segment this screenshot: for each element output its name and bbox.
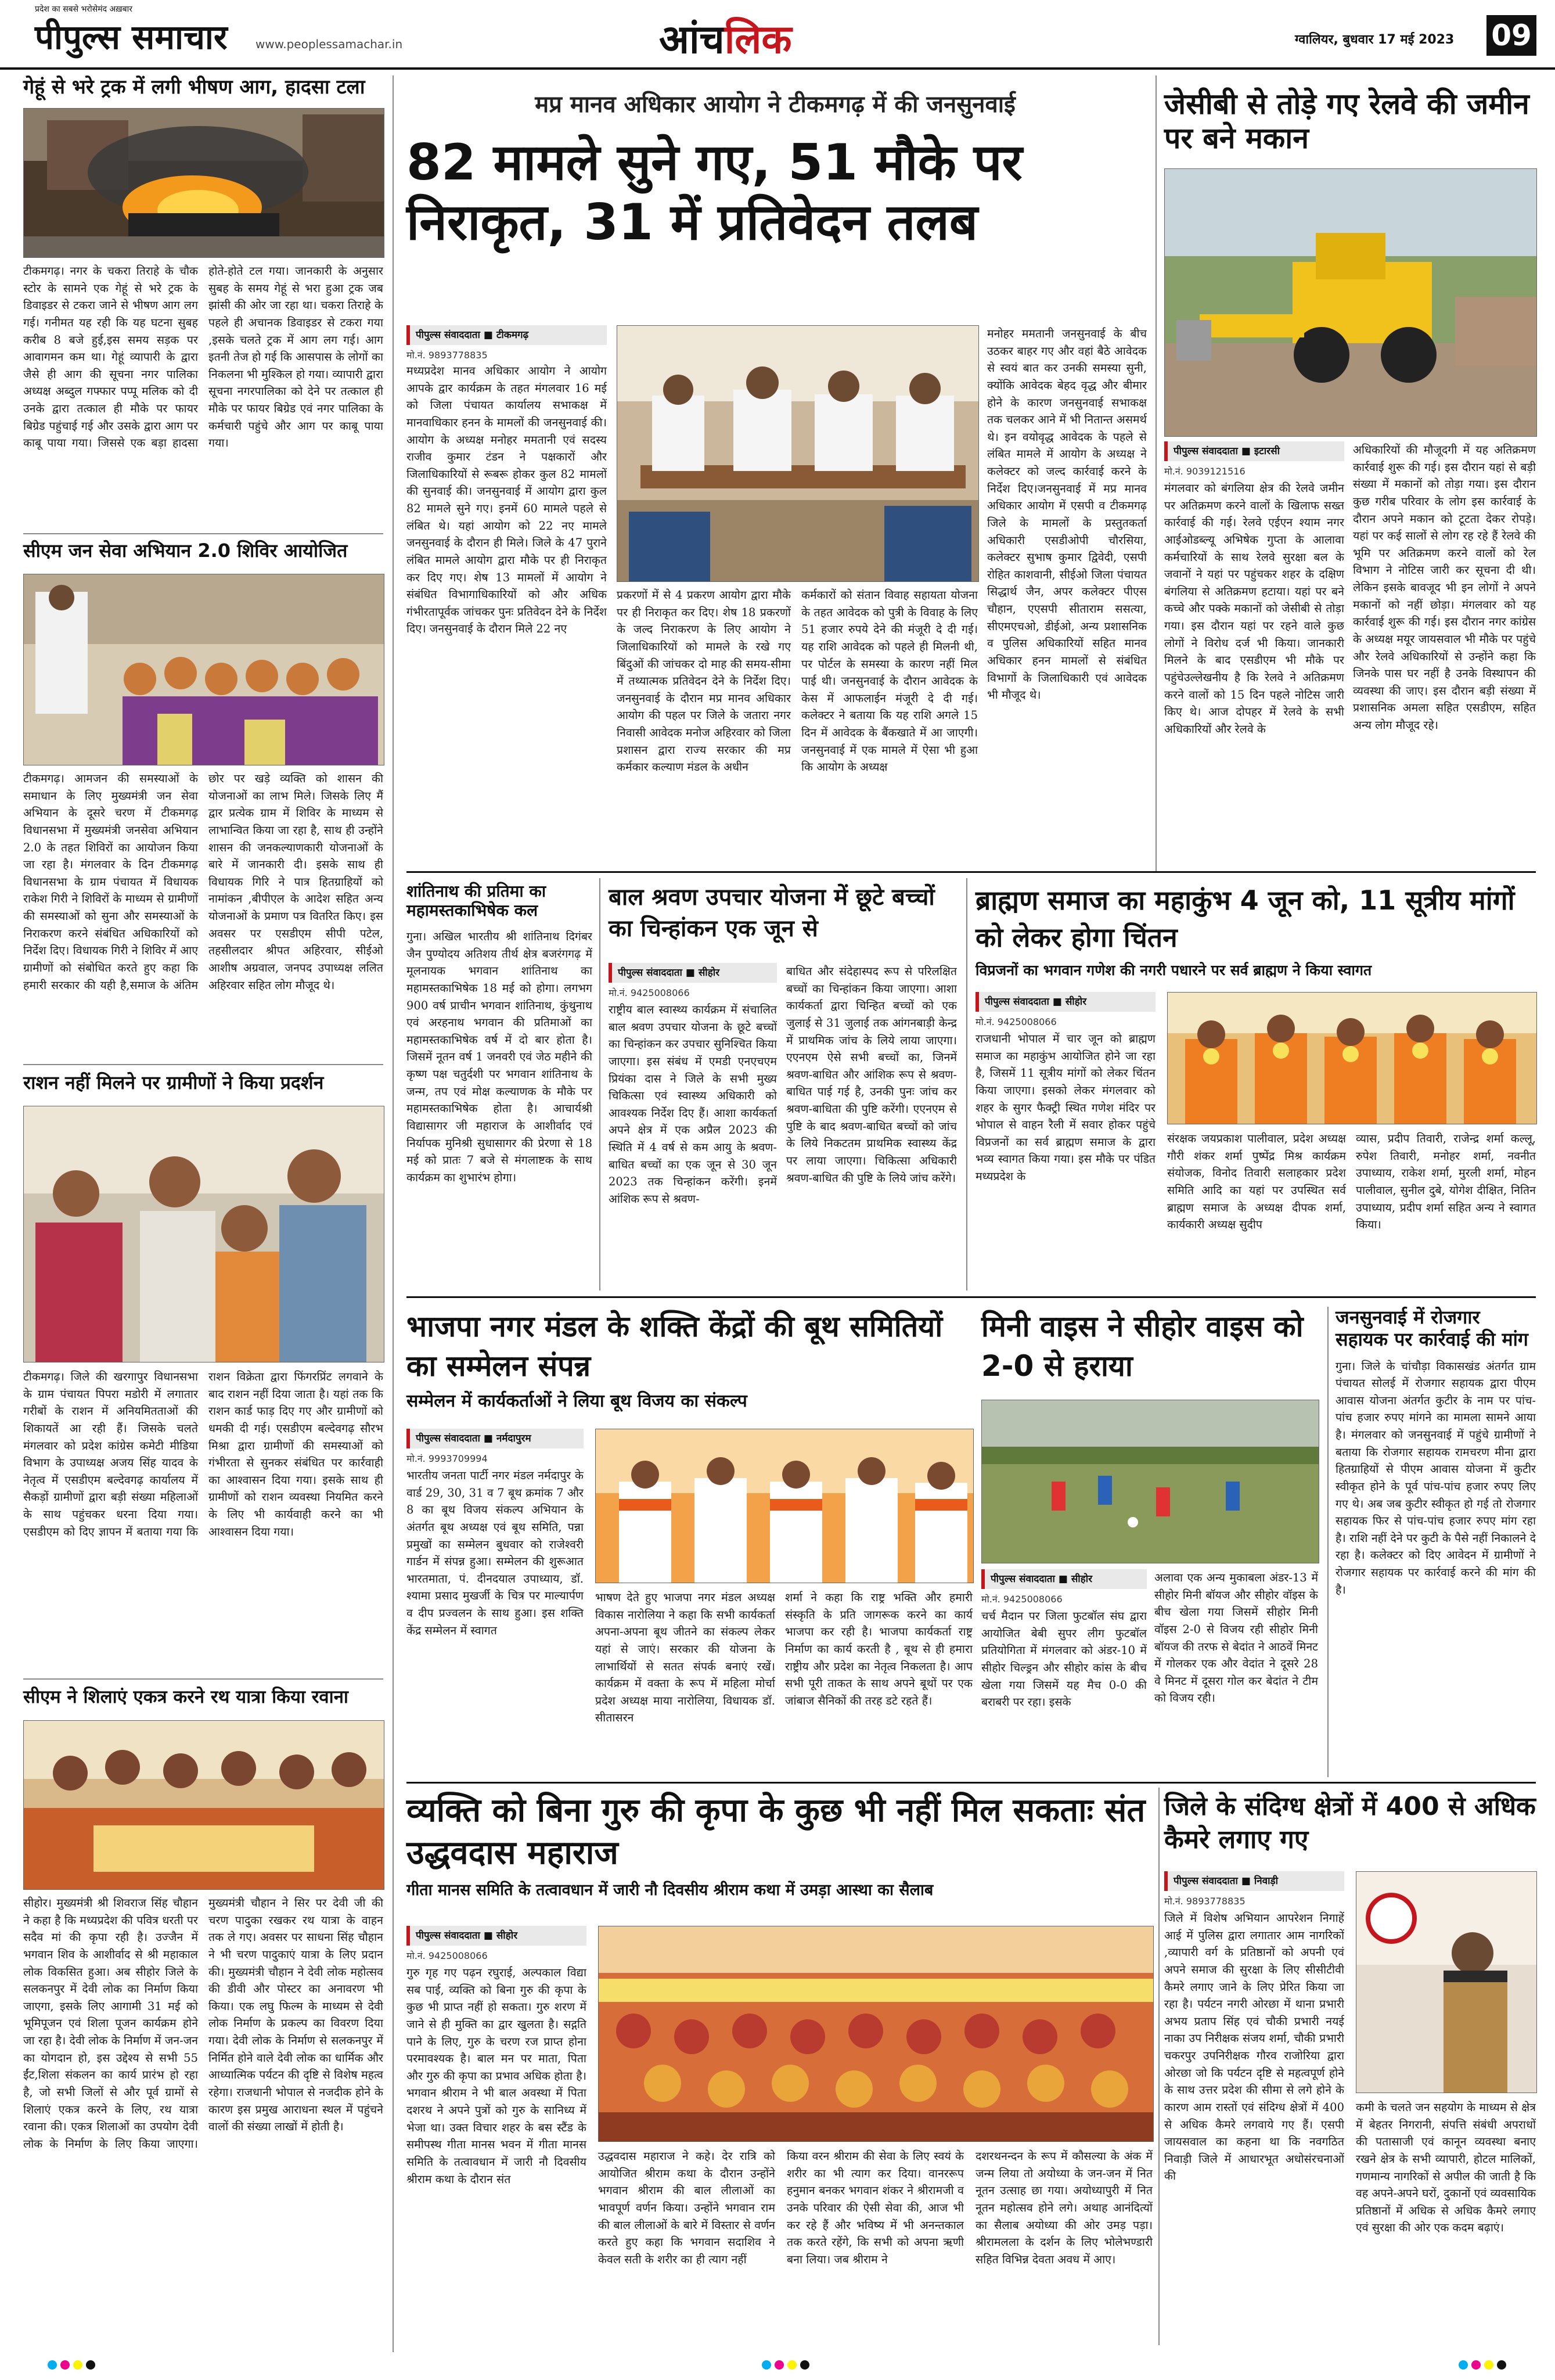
cm-janseva-headline: सीएम जन सेवा अभियान 2.0 शिविर आयोजित bbox=[23, 540, 348, 562]
shila-body: सीहोर। मुख्यमंत्री श्री शिवराज सिंह चौहान ने कहा है कि मध्यप्रदेश की पवित्र धरती पर सदैव मां की कृपा रही है। उज्जैन में भगवान शिव के आशीर्वाद से श्री महाकाल लोक विकसित हुआ। अब सीहोर जिले के सलकनपुर में देवी लोक का निर्माण किया जाएगा, इसके लिए आगामी 31 मई को भूमिपूजन एवं शिला पूजन कार्यक्रम होने जा रहा है। देवी लोक के निर्माण में जन-जन का योगदान हो, इस उद्देश्य से सभी 55 ईंट,शिला संकलन का कार्य प्रारंभ हो रहा है, जो सभी जिलों से और पूर्व ग्रामों से शिलाएं एकत्र करने के लिए, रथ यात्रा रवाना की। एकत्र शिलाओं का उपयोग देवी लोक के निर्माण के लिए किया जाएगा। मुख्यमंत्री चौहान ने सिर पर देवी जी की चरण पादुका रखकर रथ यात्रा के वाहन तक ले गए। अवसर पर साधना सिंह चौहान ने भी चरण पादुकाएं यात्रा के लिए प्रदान की। मुख्यमंत्री चौहान ने देवी लोक महोत्सव की डीवी और पोस्टर का अनावरण भी किया। एक लघु फिल्म के माध्यम से देवी लोक निर्माण के प्रकल्प का विवरण दिया गया। देवी लोक के निर्माण से सलकनपुर में निर्मित होने वाले देवी लोक का धार्मिक और आध्यात्मिक पर्यटन की दृष्टि से विशेष महत्व रहेगा। राजधानी भोपाल से नजदीक होने के कारण इस प्रमुख आराधना स्थल में पहुंचने वालों की संख्या लाखों में होती है। bbox=[23, 1896, 383, 2151]
sant-body-col1: गुरु गृह गए पढ़न रघुराई, अल्पकाल विद्या सब पाई, व्यक्ति को बिना गुरु की कृपा के कुछ भी प्राप्त नहीं हो सकता। गुरु शरण में जाने से ही मुक्ति का द्वार खुलता है। सद्गति पाने के लिए, गुरु के चरण रज प्राप्त होना परमावश्यक है। बाल मन पर माता, पिता और गुरु की कृपा का प्रभाव अधिक होता है। भगवान श्रीराम ने भी बाल अवस्था में पिता दशरथ ने अपने पुत्रों को गुरु के सानिध्य में भेजा था। उक्त विचार शहर के बस स्टैंड के समीपस्थ गीता मानस भवन में गीता मानस समिति के तत्वावधान में जारी नौ दिवसीय श्रीराम कथा के दौरान संत bbox=[406, 1966, 586, 2186]
bjp-byline-block bbox=[406, 1429, 584, 1465]
website-link[interactable]: www.peoplessamachar.in bbox=[255, 37, 403, 51]
sant-deck: गीता मानस समिति के तत्वावधान में जारी नौ दिवसीय श्रीराम कथा में उमड़ा आस्था का सैलाब bbox=[406, 1881, 934, 1899]
camera-byline: पीपुल्स संवाददाता ■ निवाड़ी bbox=[1164, 1871, 1344, 1891]
page-number: 09 bbox=[1486, 15, 1536, 56]
ration-story bbox=[23, 1072, 383, 1538]
bjp-byline: पीपुल्स संवाददाता ■ नर्मदापुरम bbox=[406, 1429, 584, 1448]
print-registration-footer bbox=[0, 2352, 1555, 2378]
camera-place: निवाड़ी bbox=[1254, 1875, 1279, 1887]
masthead bbox=[0, 0, 1555, 70]
sant-story bbox=[406, 1790, 1153, 2266]
section-title-part2: लिक bbox=[724, 17, 792, 63]
protest-crowd-image bbox=[24, 1106, 384, 1362]
brahmin-headline: ब्राह्मण समाज का महाकुंभ 4 जून को, 11 सूत्रीय मांगों को लेकर होगा चिंतन bbox=[976, 885, 1515, 954]
ration-photo bbox=[23, 1106, 384, 1362]
camera-byline-text: पीपुल्स संवाददाता bbox=[1174, 1875, 1238, 1887]
dateline: ग्वालियर, बुधवार 17 मई 2023 bbox=[1295, 33, 1455, 47]
mini-body-col1: चर्च मैदान पर जिला फुटबॉल संघ द्वारा आयोजित बेबी सुपर लीग फुटबॉल प्रतियोगिता में मंगलवार को अंडर-10 में सीहोर चिल्ड्रन और सीहोर कांस के बीच खेला गया जिसमें यह मैच 0-0 की बराबरी पर रहा। इसके bbox=[981, 1609, 1147, 1709]
katha-crowd-image bbox=[599, 1926, 1153, 2141]
brahmin-mobile: मो.नं. 9425008066 bbox=[976, 1016, 1057, 1027]
sant-photo bbox=[598, 1926, 1154, 2142]
jcb-demolition-image bbox=[1165, 169, 1536, 436]
nhrc-photo bbox=[617, 325, 979, 582]
sant-mobile: मो.नं. 9425008066 bbox=[406, 1950, 488, 1961]
mini-photo bbox=[981, 1400, 1319, 1563]
balshravan-mobile: मो.नं. 9425008066 bbox=[609, 987, 690, 998]
sant-body-col2: उद्धवदास महाराज ने कहे। देर रात्रि को आयोजित श्रीराम कथा के दौरान उन्होंने भगवान श्रीराम की बाल लीलाओं का भावपूर्ण वर्णन किया। उन्होंने भगवान राम की बाल लीलाओं के बारे में विस्तार से वर्णन करते हुए कहा कि भगवान सदाशिव ने केवल सती के शरीर का ही त्याग नहीं bbox=[598, 2149, 775, 2266]
fire-body: टीकमगढ़। नगर के चकरा तिराहे के चौक स्टोर के सामने एक गेहूं से भरे ट्रक के डिवाइडर से टकरा जाने से भीषण आग लग गई। गनीमत यह रही कि यह घटना सुबह करीब 8 बजे हुई,इस समय सड़क पर आवागमन कम था। गेहूं व्यापारी के द्वारा जैसे ही आग की सूचना नगर पालिका अध्यक्ष अब्दुल गफ्फार पप्पू मलिक को दी उनके द्वारा तत्काल ही मौके पर फायर बिग्रेड पहुंचाई गई और उसके द्वारा आग पर काबू पाया गया। जिससे एक बड़ा हादसा होते-होते टल गया। जानकारी के अनुसार सुबह के समय गेहूं से भरा हुआ ट्रक जब झांसी की ओर जा रहा था। चकरा तिराहे के पहले ही अचानक डिवाइडर से टकरा गया ,इसके चलते ट्रक में आग लग गई। आग इतनी तेज हो गई कि आसपास के लोगों का निकलना भी मुश्किल हो गया। व्यापारी द्वारा सूचना नगरपालिका को देने पर तत्काल ही मौके पर फायर बिग्रेड एवं नगर पालिका के कर्मचारी पहुंचे और आग पर काबू पाया गया। bbox=[23, 264, 383, 450]
jcb-photo bbox=[1164, 168, 1537, 437]
cm-janseva-story bbox=[23, 540, 383, 992]
newspaper-logo[interactable] bbox=[35, 5, 228, 59]
police-officer-camera-image bbox=[1356, 1872, 1536, 2093]
brahmin-place: सीहोर bbox=[1065, 996, 1087, 1008]
nhrc-byline-block bbox=[406, 325, 607, 361]
column-rule bbox=[393, 76, 394, 2352]
sant-byline-text: पीपुल्स संवाददाता bbox=[416, 1930, 480, 1942]
bjp-deck: सम्मेलन में कार्यकर्ताओं ने लिया बूथ विजय का संकल्प bbox=[406, 1391, 747, 1411]
sant-headline: व्यक्ति को बिना गुरु की कृपा के कुछ भी नहीं मिल सकताः संत उद्धवदास महाराज bbox=[406, 1792, 1146, 1872]
column-rule bbox=[1158, 1788, 1160, 2345]
jcb-headline: जेसीबी से तोड़े गए रेलवे की जमीन पर बने मकान bbox=[1164, 87, 1529, 155]
brahmin-welcome-image bbox=[1168, 993, 1536, 1124]
camera-mobile: मो.नं. 9893778835 bbox=[1164, 1896, 1246, 1907]
sant-body-col4: दशरथनन्दन के रूप में कौसल्या के अंक में जन्म लिया तो अयोध्या के जन-जन में नित नूतन उत्साह छा गया। अयोध्यापुरी में नित नूतन महोत्सव होने लगे। अथाह आनंदित्यों का सैलाब अयोध्या की ओर उमड़ पड़ा। श्रीरामलला के दर्शन के लिए भोलेभण्डारी सहित विभिन्न देवता अवध में आए। bbox=[976, 2149, 1153, 2266]
ration-headline: राशन नहीं मिलने पर ग्रामीणों ने किया प्रदर्शन bbox=[23, 1072, 324, 1094]
section-divider bbox=[406, 1782, 1536, 1784]
brahmin-photo bbox=[1167, 992, 1537, 1124]
bjp-headline: भाजपा नगर मंडल के शक्ति केंद्रों की बूथ समितियों का सम्मेलन संपन्न bbox=[406, 1310, 943, 1383]
rozgar-story bbox=[1336, 1307, 1536, 1735]
nhrc-story bbox=[406, 87, 1144, 253]
jcb-byline-text: पीपुल्स संवाददाता bbox=[1174, 445, 1238, 457]
shila-headline: सीएम ने शिलाएं एकत्र करने रथ यात्रा किया रवाना bbox=[23, 1687, 348, 1707]
jcb-body-col1: मंगलवार को बंगलिया क्षेत्र की रेलवे जमीन पर अतिक्रमण करने वालों के खिलाफ सख्त कार्रवाई की गई। रेलवे एईएन श्याम नगर आईओडब्ल्यू अभिषेक गुप्ता के आलावा कर्मचारियों के साथ रेलवे सुरक्षा बल के जवानों ने यहां पर पहुंचकर शहर के दक्षिण बंगलिया से अतिक्रमण हटाया। यहां पर बने कच्चे और पक्के मकानों को जेसीबी से तोड़ा गया। इस दौरान यहां पर रहने वाले कुछ लोगों ने विरोध दर्ज भी किया। जानकारी मिलने के बाद एसडीएम भी मौके पर पहुंचेउल्लेखनीय है कि रेलवे ने अतिक्रमण करने वालों को 15 दिन पहले नोटिस जारी किए थे। आज दोपहर में रेलवे के सभी अधिकारियों और रेलवे के bbox=[1164, 481, 1344, 736]
jcb-mobile: मो.नं. 9039121516 bbox=[1164, 466, 1246, 477]
brahmin-byline: पीपुल्स संवाददाता ■ सीहोर bbox=[976, 992, 1156, 1012]
bjp-story bbox=[406, 1307, 973, 1725]
sant-body-col3: किया वरन श्रीराम की सेवा के लिए स्वयं के शरीर का भी त्याग कर दिया। वानररूप हनुमान बनकर भगवान शंकर ने श्रीरामजी व उनके परिवार की ऐसी सेवा की, आज भी कर रहे हैं और भविष्य में भी अनन्तकाल तक करते रहेंगे, कि सभी को अपना ऋणी बना लिया। जब श्रीराम ने bbox=[787, 2149, 964, 2266]
mini-mobile: मो.नं. 9425008066 bbox=[981, 1594, 1063, 1605]
column-rule bbox=[599, 878, 600, 1290]
brahmin-body-col2: संरक्षक जयप्रकाश पालीवाल, प्रदेश अध्यक्ष गौरी शंकर शर्मा पुष्पेंद्र मिश्र कार्यक्रम संयोजक, विनोद तिवारी सलाहकार प्रदेश समिति आदि का यहां पर उपस्थित सर्व ब्राह्मण समाज के अध्यक्ष दीपक शर्मा, कार्यकारी अध्यक्ष सुदीप bbox=[1167, 1132, 1346, 1232]
balshravan-byline-block bbox=[609, 963, 777, 999]
nhrc-body-col3: कर्मकारों को संतान विवाह सहायता योजना के तहत आवेदक को पुत्री के विवाह के लिए 51 हजार रुपये देने की मंजूरी दे दी गई। यह राशि आवेदक को पहले ही मिलनी थी, पर पोर्टल के समस्या के कारण नहीं मिल पाई थी। जनसुनवाई के दौरान आवेदक के केस में आफलाईन मंजूरी दे दी गई। कलेक्टर ने बताया कि यह राशि अगले 15 दिन में आवेदक के बैंकखाते में आ जाएगी। जनसुनवाई में एक मामले में ऐसा भी हुआ कि आयोग के अध्यक्ष bbox=[801, 588, 978, 774]
nhrc-mobile: मो.नं. 9893778835 bbox=[406, 350, 488, 361]
balshravan-story bbox=[609, 882, 957, 1206]
camera-body-col1: जिले में विशेष अभियान आपरेशन निगाहें आई में पुलिस द्वारा लगातार आम नागरिकों ,व्यापारी वर्ग के प्रतिष्ठानों को अपनी एवं अपने समाज की सुरक्षा के लिए सीसीटीवी कैमरे लगाए जाने के लिए प्रेरित किया जा रहा है। पर्यटन नगरी ओरछा में थाना प्रभारी अभय प्रताप सिंह एवं चौकी प्रभारी नयई नाका उप निरीक्षक संजय शर्मा, चौकी प्रभारी चकरपुर उपनिरीक्षक गौरव राजोरिया द्वारा ओरछा जो कि पर्यटन दृष्टि से महत्वपूर्ण होने के साथ उत्तर प्रदेश की सीमा से लगे होने के कारण आम रास्तों एवं संदिग्ध क्षेत्रों में 400 से अधिक कैमरे लगवाये गए हैं। एसपी जायसवाल का कहना था कि नवगठित निवाड़ी जिले में आधारभूत अधोसंरचनाओं की bbox=[1164, 1911, 1344, 2183]
brahmin-deck: विप्रजनों का भगवान गणेश की नगरी पधारने पर सर्व ब्राह्मण ने किया स्वागत bbox=[976, 961, 1372, 979]
balshravan-headline: बाल श्रवण उपचार योजना में छूटे बच्चों का चिन्हांकन एक जून से bbox=[609, 884, 935, 942]
section-title bbox=[659, 10, 792, 64]
fire-story bbox=[23, 76, 383, 450]
bjp-body-col3: शर्मा ने कहा कि राष्ट्र भक्ति और हमारी संस्कृति के प्रति जागरूक करने का कार्य भाजपा कर रही है। भाजपा कार्यकर्ता राष्ट्र निर्माण का कार्य करती है , बूथ से ही हमारा राष्ट्रीय और प्रदेश का नेतृत्व निकलता है। आप सभी पूरी ताकत के साथ अपने बूथों पर एक जांबाज सैनिकों की तरह डटे रहते हैं। bbox=[785, 1591, 973, 1707]
column-rule bbox=[1156, 76, 1157, 871]
jcb-body-col2: अधिकारियों की मौजूदगी में यह अतिक्रमण कार्रवाई शुरू की गई। इस दौरान यहां से बड़ी संख्या में मकानों को तोड़ा गया। इस दौरान कुछ गरीब परिवार के लोग इस कार्रवाई के दौरान अपने मकान को टूटता देकर रोपड़े। यहां पर कई सालों से लोग रह रहे हैं रेलवे की भूमि पर अतिक्रमण करने वालों को रेल विभाग ने नोटिस जारी कर सूचना दी थी। लेकिन इसके बावजूद भी इन लोगों ने अपने मकानों को नहीं छोड़ा। मंगलवार को यह कार्रवाई शुरू की गई। इस दौरान नगर कांग्रेस के अध्यक्ष मयूर जायसवाल भी मौके पर पहुंचे और रेलवे अधिकारियों से उन्होंने कहा कि जिनके पास घर नहीं है उनके विस्थापन की व्यवस्था की जाए। इस दौरान बड़ी संख्या में प्रशासनिक अमला सहित एसडीएम, सहित अन्य लोग मौजूद रहे। bbox=[1353, 443, 1536, 732]
nhrc-kicker: मप्र मानव अधिकार आयोग ने टीकमगढ़ में की जनसुनवाई bbox=[535, 91, 1016, 118]
sant-byline-block bbox=[406, 1926, 586, 1962]
bjp-byline-text: पीपुल्स संवाददाता bbox=[416, 1433, 480, 1444]
brahmin-body-col1: राजधानी भोपाल में चार जून को ब्राह्मण समाज का महाकुंभ आयोजित होने जा रहा है, जिसमें 11 सूत्रीय मांगों को लेकर चिंतन किया जाएगा। इसको लेकर मंगलवार को शहर के सुगर फैक्ट्री स्थित गणेश मंदिर पर भोपाल से वाहन रैली में सवार होकर पहुंचे विप्रजनों का सर्व ब्राह्मण समाज के द्वारा भव्य स्वागत किया गया। इस मौके पर पंडित मध्यप्रदेश के bbox=[976, 1032, 1156, 1183]
fire-photo bbox=[23, 108, 384, 258]
balshravan-body-col2: बाधित और संदेहास्पद रूप से परिलक्षित बच्चों का चिन्हांकन किया जाएगा। आशा कार्यकर्ता द्वारा चिन्हित बच्चों को एक जुलाई से 31 जुलाई तक आंगनबाड़ी केन्द्र में प्राथमिक जांच के लिये लाया जाएगा। एएनएम ऐसे सभी बच्चों का, जिनमें श्रवण-बाधित और आंशिक रूप से श्रवण-बाधित पाई गई है, उनकी पुनः जांच कर श्रवण-बाधिता की पुष्टि करेंगी। एएनएम से पुष्टि के बाद श्रवण-बाधित बच्चों को जांच के लिये निकटतम प्राथमिक स्वास्थ्य केंद्र पर लाया जाएगा। चिकित्सा अधिकारी श्रवण-बाधित की पुष्टि के लिये जांच करेंगे। bbox=[786, 965, 957, 1185]
ration-body: टीकमगढ़। जिले की खरगापुर विधानसभा के ग्राम पंचायत पिपरा मडोरी में लगातार गरीबों के राशन में अनियमितताओं की शिकायतें आ रही हैं। जिसके चलते मंगलवार को प्रदेश कांग्रेस कमेटी मीडिया विभाग के उपाध्यक्ष अजय सिंह यादव के नेतृत्व में एसडीएम बल्देवगढ़ कार्यालय में सैकड़ों ग्रामीणों द्वारा बड़ी संख्या महिलाओं के साथ पहुंचकर धरना दिया गया। एसडीएम को दिए ज्ञापन में बताया गया कि राशन विक्रेता द्वारा फिंगरप्रिंट लगवाने के बाद राशन नहीं दिया जाता है। यहां तक कि राशन कार्ड फाड़ दिए गए और ग्रामीणों को धमकी दी गई। एसडीएम बल्देवगढ़ सौरभ मिश्रा द्वारा ग्रामीणों की समस्याओं को गंभीरता से सुनकर संबंधित पर कार्रवाही का आश्वासन दिया गया। इसके साथ ही ग्रामीणों को राशन व्यवस्था नियमित करने के लिए भी कार्यवाही करने का भी आश्वासन दिया गया। bbox=[23, 1370, 383, 1538]
bjp-place: नर्मदापुरम bbox=[496, 1433, 531, 1444]
shanti-story bbox=[406, 882, 592, 1323]
jcb-byline: पीपुल्स संवाददाता ■ इटारसी bbox=[1164, 441, 1344, 461]
section-title-part1: आंच bbox=[659, 17, 725, 63]
bjp-body-col1: भारतीय जनता पार्टी नगर मंडल नर्मदापुर के वार्ड 29, 30, 31 व 7 बूथ क्रमांक 7 और 8 का बूथ विजय संकल्प अभियान के अंतर्गत बूथ अध्यक्ष एवं बूथ समिति, पन्ना प्रमुखों का सम्मेलन बुधवार को राजेश्वरी गार्डन में संपन्न हुआ। सम्मेलन की शुरूआत भारतमाता, पं. दीनदयाल उपाध्याय, डॉ. श्यामा प्रसाद मुखर्जी के चित्र पर माल्यार्पण व दीप प्रज्वलन के साथ हुआ। इस शक्ति केंद्र सम्मेलन में स्वागत bbox=[406, 1469, 584, 1637]
bjp-body-col2: भाषण देते हुए भाजपा नगर मंडल अध्यक्ष विकास नारोलिया ने कहा कि सभी कार्यकर्ता अपना-अपना बूथ जीतने का संकल्प लेकर यहां से जाएं। सरकार की योजना के लाभार्थियों से सतत संपर्क बनाएं रखें। कार्यक्रम में वक्ता के रूप में महिला मोर्चा प्रदेश अध्यक्ष माया नारोलिया, विधायक डॉ. सीतासरन bbox=[595, 1591, 775, 1725]
shila-story bbox=[23, 1687, 383, 2151]
camp-crowd-image bbox=[24, 574, 384, 765]
sant-place: सीहोर bbox=[496, 1930, 518, 1942]
mini-body-col2: अलावा एक अन्य मुकाबला अंडर-13 में सीहोर मिनी बॉयज और सीहोर वॉइस के बीच खेला गया जिसमें सीहोर मिनी वॉइस 2-0 से विजय रही सीहोर मिनी बॉयज की तरफ से बेदांत ने आठवें मिनट में गोलकर एक और वेदांत ने दूसरे 28 वे मिनट में दूसरा गोल कर बेदांत ने टीम को विजय रही। bbox=[1154, 1571, 1318, 1705]
brahmin-story bbox=[976, 882, 1536, 1232]
logo-text: पीपुल्स समाचार bbox=[35, 17, 228, 57]
brahmin-byline-block bbox=[976, 992, 1156, 1028]
mini-headline: मिनी वाइस ने सीहोर वाइस को 2-0 से हराया bbox=[981, 1310, 1304, 1383]
hearing-meeting-image bbox=[617, 326, 978, 581]
story-divider bbox=[23, 1678, 383, 1680]
mini-story bbox=[981, 1307, 1318, 1709]
nhrc-body-col1: मध्यप्रदेश मानव अधिकार आयोग ने आयोग आपके द्वार कार्यक्रम के तहत मंगलवार 16 मई को जिला पंचायत कार्यालय सभाकक्ष में मानवाधिकार हनन के मामलों की जनसुनवाई की। आयोग के अध्यक्ष मनोहर ममतानी एवं सदस्य राजीव कुमार टंडन ने पक्षकारों और जिलाधिकारियों से रूबरू होकर कुल 82 मामलों की सुनवाई की। जनसुनवाई में आयोग द्वारा कुल 82 मामले सुने गए। इनमें 60 मामले पहले से लंबित थे। यहां आयोग को 22 नए मामले जनसुनवाई के दौरान ही मिले। जिले के 47 पुराने लंबित मामले आयोग द्वारा मौके पर ही निराकृत कर दिए गए। शेष 13 मामलों में आयोग ने संबंधित विभागाधिकारियों को और अधिक गंभीरतापूर्वक जांचकर पुनः प्रतिवेदन देने के निर्देश दिए। जनसुनवाई के दौरान मिले 22 नए bbox=[406, 364, 607, 636]
cm-janseva-body: टीकमगढ़। आमजन की समस्याओं के समाधान के लिए मुख्यमंत्री जन सेवा अभियान के दूसरे चरण में टीकमगढ़ विधानसभा में मुख्यमंत्री जनसेवा अभियान 2.0 के तहत शिविरों का आयोजन किया जा रहा है। मंगलवार के दिन टीकमगढ़ विधानसभा के ग्राम पंचायत में विधायक राकेश गिरी ने शिविरों के माध्यम से ग्रामीणों की समस्याओं को सुना और समस्याओं के निराकरण करने संबंधित अधिकारियों को निर्देश दिए। विधायक गिरी ने शिविर में आए ग्रामीणों को संबोधित करते हुए कहा कि हमारी सरकार की यही है,समाज के अंतिम छोर पर खड़े व्यक्ति को शासन की योजनाओं का लाभ मिले। जिसके लिए मैं द्वार प्रत्येक ग्राम में शिविर के माध्यम से लाभान्वित किया जा रहा है, साथ ही उन्होंने शासन की जनकल्याणकारी योजनाओं के बारे में जानकारी दी। इसके साथ ही विधायक गिरि ने पात्र हितग्राहियों को नामांकन ,बीपीएल के आदेश सहित अन्य योजनाओं के प्रमाण पत्र वितरित किए। इस अवसर पर एसडीएम सीपी पटेल, तहसीलदार श्रीपत अहिरवार, सीईओ आशीष अग्रवाल, जनपद उपाध्यक्ष ललित अहिरवार सहित लोग मौजूद थे। bbox=[23, 772, 383, 992]
mini-byline-text: पीपुल्स संवाददाता bbox=[991, 1573, 1055, 1585]
fire-headline: गेहूं से भरे ट्रक में लगी भीषण आग, हादसा टला bbox=[23, 76, 365, 99]
shanti-headline: शांतिनाथ की प्रतिमा का महामस्तकाभिषेक कल bbox=[406, 882, 546, 921]
football-match-image bbox=[982, 1400, 1319, 1563]
nhrc-byline: पीपुल्स संवाददाता ■ टीकमगढ़ bbox=[406, 325, 607, 345]
rozgar-body: गुना। जिले के चांचौड़ा विकासखंड अंतर्गत ग्राम पंचायत सोलई में रोजगार सहायक द्वारा पीएम आवास योजना अंतर्गत कुटीर के नाम पर पांच-पांच हजार रुपए मांगने का मामला सामने आया है। मंगलवार को जनसुनवाई में पहुंचे ग्रामीणों ने बताया कि रोजगार सहायक रामचरण मीना द्वारा हितग्राहियों से पीएम आवास योजना में कुटीर स्वीकृत होने के पूर्व पांच-पांच हजार रुपए लिए गए थे। अब जब कुटीर स्वीकृत हो गई तो रोजगार सहायक फिर से पांच-पांच हजार रुपए मांग रहा है। राशि नहीं देने पर कुटी के पैसे नहीं निकालने दे रहा है। कलेक्टर को दिए आवेदन में ग्रामीणों ने रोजगार सहायक पर कार्रवाई करने की मांग की है। bbox=[1336, 1359, 1536, 1597]
jcb-story bbox=[1164, 87, 1536, 156]
story-divider bbox=[23, 533, 383, 534]
mini-byline: पीपुल्स संवाददाता ■ सीहोर bbox=[981, 1569, 1147, 1589]
sant-byline: पीपुल्स संवाददाता ■ सीहोर bbox=[406, 1926, 586, 1946]
cm-janseva-photo bbox=[23, 574, 384, 765]
shila-photo bbox=[23, 1720, 384, 1890]
camera-byline-block bbox=[1164, 1871, 1344, 1907]
burning-truck-image bbox=[24, 109, 384, 257]
balshravan-body-col1: राष्ट्रीय बाल स्वास्थ्य कार्यक्रम में संचालित बाल श्रवण उपचार योजना के छूटे बच्चों का चिन्हांकन कर उपचार सुनिश्चित किया जाएगा। इस संबंध में एमडी एनएचएम प्रियंका दास ने जिले के सभी मुख्य चिकित्सा एवं स्वास्थ्य अधिकारी को आवश्यक निर्देश दिए हैं। आशा कार्यकर्ता अपने क्षेत्र में एक अप्रैल 2023 की स्थिति में 4 वर्ष से कम आयु के श्रवण-बाधित बच्चों का एक जून से 30 जून 2023 तक चिन्हांकन करेंगी। इनमें आंशिक रूप से श्रवण- bbox=[609, 1003, 777, 1206]
jcb-place: इटारसी bbox=[1254, 445, 1280, 457]
section-divider bbox=[406, 1296, 1536, 1298]
nhrc-body-col2: प्रकरणों में से 4 प्रकरण आयोग द्वारा मौके पर ही निराकृत कर दिए। शेष 18 प्रकरणों के जल्द निराकरण के लिए आयोग ने जिलाधिकारियों को मामले के रखे गए बिंदुओं की जांचकर दो माह की समय-सीमा में तथ्यात्मक प्रतिवेदन देने के निर्देश दिए। जनसुनवाई के दौरान मप्र मानव अधिकार आयोग की पहल पर जिले के जतारा नगर निवासी आवेदक मनोज अहिरवार को जिला प्रशासन द्वारा राज्य सरकार की मप्र कर्मकार कल्याण मंडल के अधीन bbox=[617, 588, 791, 774]
mini-byline-block bbox=[981, 1569, 1147, 1605]
registration-marks bbox=[0, 2352, 1555, 2378]
story-divider bbox=[23, 1064, 383, 1065]
nhrc-place: टीकमगढ़ bbox=[496, 329, 529, 341]
camera-photo bbox=[1356, 1871, 1537, 2093]
logo-tagline: प्रदेश का सबसे भरोसेमंद अख़बार bbox=[35, 5, 132, 14]
balshravan-byline: पीपुल्स संवाददाता ■ सीहोर bbox=[609, 963, 777, 983]
brahmin-body-col3: व्यास, प्रदीप तिवारी, राजेन्द्र शर्मा कल्लू, रुपेश तिवारी, मनोहर शर्मा, नवनीत उपाध्याय, राकेश शर्मा, मुरली शर्मा, मोहन पालीवाल, सुनील दुबे, योगेश दीक्षित, नितिन उपाध्याय, प्रदीप शर्मा सहित अन्य ने स्वागत किया। bbox=[1356, 1132, 1536, 1232]
shanti-body: गुना। अखिल भारतीय श्री शांतिनाथ दिगंबर जैन पुण्योदय अतिशय तीर्थ क्षेत्र बजरंगगढ़ में मूलनायक भगवान शांतिनाथ का महामस्तकाभिषेक 18 मई को होगा। लगभग 900 वर्ष प्राचीन भगवान शांतिनाथ, कुंथुनाथ एवं अरहनाथ भगवान की प्रतिमाओं का महामस्तकाभिषेक वर्ष में दो बार होता है। जिसमें नूतन वर्ष 1 जनवरी एवं जेठ महीने की कृष्ण पक्ष चतुर्दशी पर भगवान शांतिनाथ के जन्म, तप एवं मोक्ष कल्याणक के मौके पर महामस्तकाभिषेक होता है। आचार्यश्री विद्यासागर जी महाराज के आशीर्वाद एवं निर्यापक मुनिश्री सुधासागर की प्रेरणा से 18 मई को प्रातः 7 बजे से मंगलाष्टक के साथ कार्यक्रम का शुभारंभ होगा। bbox=[406, 930, 592, 1184]
bjp-stage-image bbox=[596, 1429, 973, 1583]
column-rule bbox=[966, 878, 967, 1290]
balshravan-byline-text: पीपुल्स संवाददाता bbox=[618, 967, 682, 979]
cm-rally-image bbox=[24, 1721, 384, 1889]
nhrc-headline: 82 मामले सुने गए, 51 मौके पर निराकृत, 31 में प्रतिवेदन तलब bbox=[406, 134, 1023, 252]
jcb-byline-block bbox=[1164, 441, 1344, 477]
mini-place: सीहोर bbox=[1071, 1573, 1093, 1585]
balshravan-place: सीहोर bbox=[698, 967, 720, 979]
nhrc-body-col4: मनोहर ममतानी जनसुनवाई के बीच उठकर बाहर गए और वहां बैठे आवेदक से स्वयं बात कर उनकी समस्या सुनी, क्योंकि आवेदक बेहद वृद्ध और बीमार होने के कारण जनसुनवाई सभाकक्ष तक चलकर आने में भी नितान्त असमर्थ थे। इन वयोवृद्ध आवेदक के पहले से लंबित मामले में आयोग के अध्यक्ष ने कलेक्टर को जल्द कार्रवाई करने के निर्देश दिए।जनसुनवाई में मप्र मानव अधिकार आयोग में एसपी व टीकमगढ़ जिले के मामलों के प्रस्तुतकर्ता अधिकारी एसडीओपी चौरसिया, कलेक्टर सुभाष कुमार द्विवेदी, एसपी रोहित काशवानी, सीईओ जिला पंचायत सिद्धार्थ जैन, अपर कलेक्टर पीएस चौहान, एएसपी सीताराम ससत्या, सीएमएचओ, डीईओ, अन्य प्रशासनिक व पुलिस अधिकारियों सहित मानव अधिकार हनन मामलों से संबंधित विभागों के जिलाधिकारी एवं आवेदक भी मौजूद थे। bbox=[987, 327, 1147, 702]
camera-headline: जिले के संदिग्ध क्षेत्रों में 400 से अधिक कैमरे लगाए गए bbox=[1164, 1792, 1536, 1855]
column-rule bbox=[1327, 1307, 1329, 1777]
section-divider bbox=[406, 871, 1536, 873]
camera-body-col2: कमी के चलते जन सहयोग के माध्यम से क्षेत्र में बेहतर निगरानी, संपत्ति संबंधी अपराधों की पतासाजी एवं कानून व्यवस्था बनाए रखने क्षेत्र के सभी व्यापारी, होटल मालिकों, गणमान्य नागरिकों से अपील की जाती है कि वह अपने-अपने घरों, दुकानों एवं व्यवसायिक प्रतिष्ठानों में अधिक से अधिक कैमरे लगाए एवं सुरक्षा की ओर एक कदम बढ़ाएं। bbox=[1356, 2101, 1536, 2235]
rozgar-headline: जनसुनवाई में रोजगार सहायक पर कार्रवाई की मांग bbox=[1336, 1306, 1528, 1350]
bjp-mobile: मो.नं. 9993709994 bbox=[406, 1453, 488, 1464]
bjp-photo bbox=[595, 1429, 974, 1583]
camera-story bbox=[1164, 1790, 1536, 2235]
brahmin-byline-text: पीपुल्स संवाददाता bbox=[985, 996, 1049, 1008]
nhrc-byline-text: पीपुल्स संवाददाता bbox=[416, 329, 480, 341]
